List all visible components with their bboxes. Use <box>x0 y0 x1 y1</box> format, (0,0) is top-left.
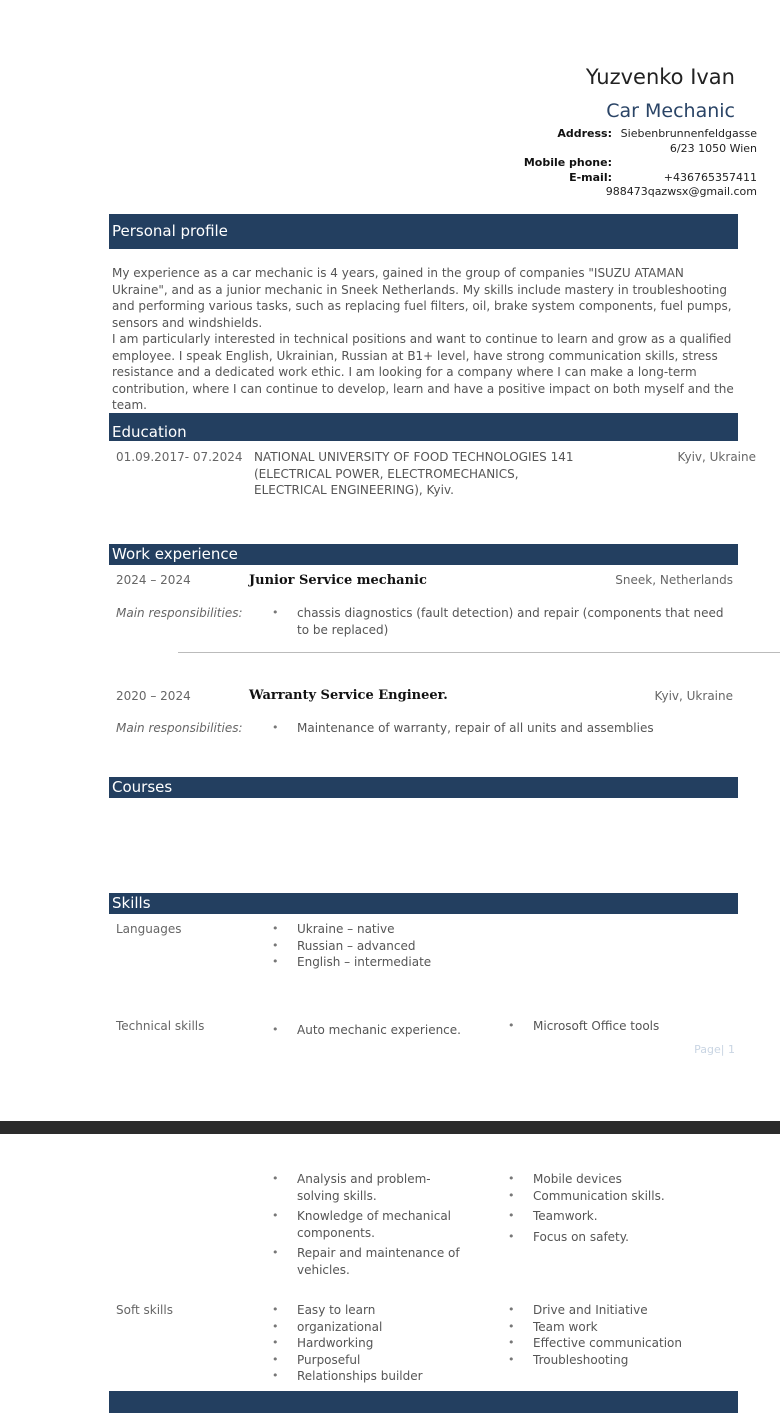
languages-label: Languages <box>116 922 182 936</box>
work-2-location: Kyiv, Ukraine <box>654 689 733 703</box>
section-courses: Courses <box>109 777 738 798</box>
job-title: Car Mechanic <box>606 100 735 122</box>
soft-skill-item: • Drive and Initiative <box>508 1302 728 1319</box>
soft-skills-label: Soft skills <box>116 1303 173 1317</box>
soft-skill-item: • Hardworking <box>272 1335 492 1352</box>
address-line1: Siebenbrunnenfeldgasse <box>620 127 757 140</box>
phone-value: +436765357411 <box>663 171 757 184</box>
education-location: Kyiv, Ukraine <box>677 450 756 464</box>
work-2-resp-item: • Maintenance of warranty, repair of all units and assemblies <box>272 720 732 737</box>
soft-col1-list <box>272 1302 492 1385</box>
technical-skill-item: • Auto mechanic experience. <box>272 1022 482 1039</box>
technical-col2-list-cont <box>508 1171 728 1245</box>
address-label: Address: <box>557 127 612 140</box>
soft-skill-item: • organizational <box>272 1319 492 1336</box>
soft-skill-item: • Purposeful <box>272 1352 492 1369</box>
technical-skill-item: • Repair and maintenance of vehicles. <box>272 1245 472 1278</box>
work-1-resp-label: Main responsibilities: <box>116 606 243 620</box>
profile-paragraph-1: My experience as a car mechanic is 4 years, gained in the group of companies "ISUZU ATAMAN Ukraine", and as a junior mechanic in Sneek Netherlands. My skills include mastery in troubleshooting and performing various tasks, such as replacing fuel filters, oil, brake system components, fuel pumps, sensors and windshields. <box>112 266 732 330</box>
technical-col1-list <box>272 1022 482 1039</box>
technical-skill-item: • Microsoft Office tools <box>508 1018 728 1035</box>
soft-skill-item: • Relationships builder <box>272 1368 492 1385</box>
section-work-experience: Work experience <box>109 544 738 565</box>
technical-col1-list-cont <box>272 1171 472 1278</box>
section-personal-profile: Personal profile <box>109 214 738 249</box>
candidate-name: Yuzvenko Ivan <box>585 65 735 89</box>
page-number: Page| 1 <box>694 1043 735 1056</box>
soft-col2-list <box>508 1302 728 1368</box>
mobile-label: Mobile phone: <box>523 156 612 169</box>
work-2-dates: 2020 – 2024 <box>116 689 191 703</box>
work-1-dates: 2024 – 2024 <box>116 573 191 587</box>
language-item: • Russian – advanced <box>272 938 492 955</box>
technical-skill-item: • Focus on safety. <box>508 1229 728 1246</box>
section-bar-next <box>109 1391 738 1413</box>
profile-paragraph-2: I am particularly interested in technical positions and want to continue to learn and grow as a qualified employee. I speak English, Ukrainian, Russian at B1+ level, have strong communication skills, stress resistance and a dedicated work ethic. I am looking for a company where I can make a long-term contribution, where I can continue to develop, learn and have a positive impact on both myself and the team. <box>112 332 734 412</box>
work-2-resp-list <box>272 720 732 737</box>
work-1-resp-list <box>272 605 732 638</box>
soft-skill-item: • Troubleshooting <box>508 1352 728 1369</box>
language-item: • Ukraine – native <box>272 921 492 938</box>
address-line2: 6/23 1050 Wien <box>669 142 757 155</box>
technical-col2-list <box>508 1018 728 1035</box>
technical-skill-item: • Knowledge of mechanical components. <box>272 1208 472 1241</box>
technical-skills-label: Technical skills <box>116 1019 205 1033</box>
email-label: E-mail: <box>569 171 612 184</box>
work-1-location: Sneek, Netherlands <box>615 573 733 587</box>
work-2-resp-label: Main responsibilities: <box>116 721 243 735</box>
technical-skill-item: • Mobile devices <box>508 1171 728 1188</box>
work-1-resp-item: • chassis diagnostics (fault detection) and repair (components that need to be replaced) <box>272 605 732 638</box>
page-break <box>0 1121 780 1134</box>
education-dates: 01.09.2017- 07.2024 <box>116 450 243 464</box>
email-value: 988473qazwsx@gmail.com <box>605 185 757 198</box>
work-2-role: Warranty Service Engineer. <box>249 688 448 703</box>
work-divider <box>178 652 780 653</box>
soft-skill-item: • Effective communication <box>508 1335 728 1352</box>
section-skills: Skills <box>109 893 738 914</box>
soft-skill-item: • Team work <box>508 1319 728 1336</box>
work-1-role: Junior Service mechanic <box>249 573 427 588</box>
education-institution: NATIONAL UNIVERSITY OF FOOD TECHNOLOGIES 141 (ELECTRICAL POWER, ELECTROMECHANICS, ELECTRICAL ENGINEERING), Kyiv. <box>254 450 574 497</box>
technical-skill-item: • Communication skills. <box>508 1188 728 1205</box>
technical-skill-item: • Teamwork. <box>508 1208 728 1225</box>
section-education: Education <box>109 413 738 441</box>
language-item: • English – intermediate <box>272 954 492 971</box>
soft-skill-item: • Easy to learn <box>272 1302 492 1319</box>
technical-skill-item: • Analysis and problem-solving skills. <box>272 1171 472 1204</box>
languages-list <box>272 921 492 971</box>
